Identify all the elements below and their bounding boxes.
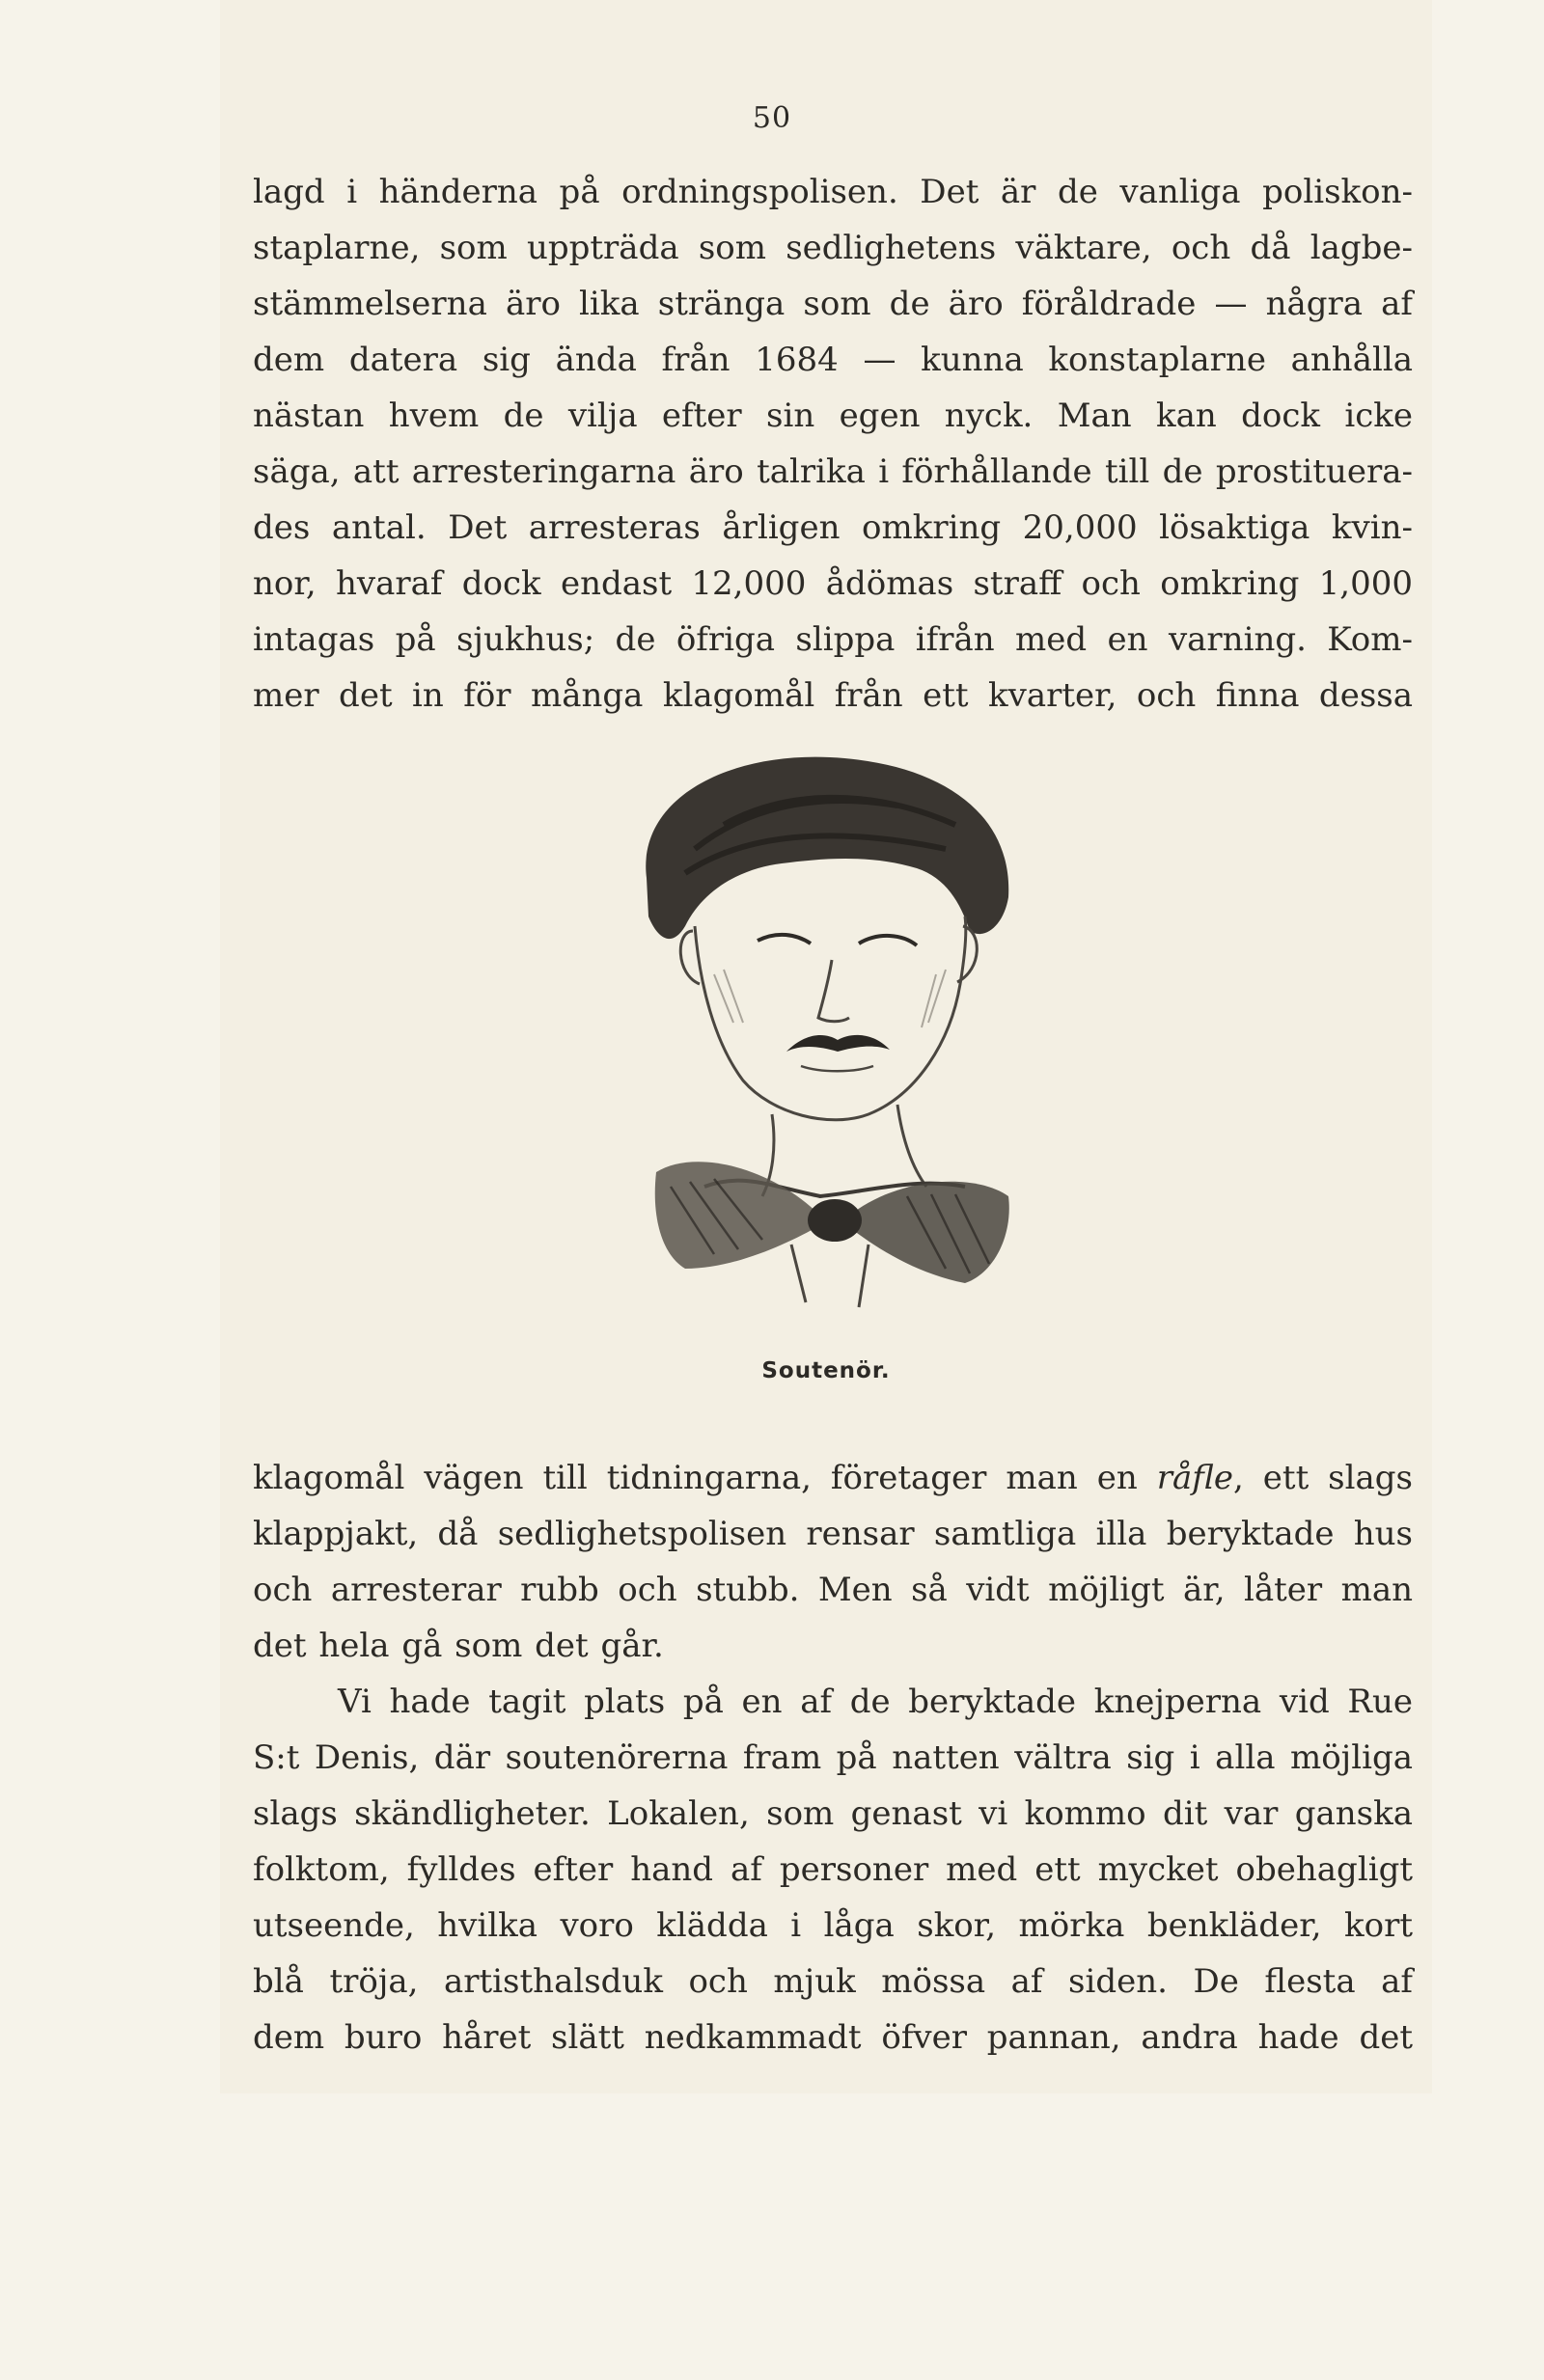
text-line: Vi hade tagit plats på en af de beryktade knejperna vid Rue	[338, 1682, 1413, 1721]
italic-term: råfle	[1156, 1459, 1234, 1497]
text-run: , ett slags	[1233, 1459, 1413, 1497]
text-line: slags skändligheter. Lokalen, som genast vi kommo dit var ganska	[253, 1794, 1413, 1833]
paragraph-2	[253, 1450, 1413, 1674]
text-line: stämmelserna äro lika stränga som de äro föråldrade — några af	[253, 285, 1413, 323]
text-line: lagd i händerna på ordningspolisen. Det är de vanliga poliskon-	[253, 173, 1413, 211]
text-line: säga, att arresteringarna äro talrika i förhållande till de prostituera-	[253, 452, 1413, 491]
paragraph-3	[253, 1674, 1413, 2065]
text-line: klappjakt, då sedlighetspolisen rensar samtliga illa beryktade hus	[253, 1515, 1413, 1553]
text-line: utseende, hvilka voro klädda i låga skor, mörka benkläder, kort	[253, 1906, 1413, 1945]
text-line	[253, 1450, 1413, 1506]
page-number: 50	[752, 101, 792, 135]
text-line: blå tröja, artisthalsduk och mjuk mössa af siden. De flesta af	[253, 1962, 1413, 2001]
text-line: det hela gå som det går.	[253, 1627, 664, 1665]
portrait-illustration	[579, 733, 1100, 1312]
text-line: staplarne, som uppträda som sedlighetens väktare, och då lagbe-	[253, 229, 1413, 267]
text-line: och arresterar rubb och stubb. Men så vidt möjligt är, låter man	[253, 1571, 1413, 1609]
text-line: mer det in för många klagomål från ett kvarter, och finna dessa	[253, 676, 1413, 715]
portrait-sketch	[579, 733, 1100, 1312]
text-line: dem datera sig ända från 1684 — kunna konstaplarne anhålla	[253, 341, 1413, 379]
paragraph-1	[253, 164, 1413, 724]
text-run: klagomål vägen till tidningarna, företager man en	[253, 1459, 1157, 1497]
text-line: intagas på sjukhus; de öfriga slippa ifrån med en varning. Kom-	[253, 620, 1413, 659]
text-line: S:t Denis, där soutenörerna fram på natten vältra sig i alla möjliga	[253, 1738, 1413, 1777]
illustration-caption: Soutenör.	[761, 1358, 891, 1383]
text-line: folktom, fylldes efter hand af personer med ett mycket obehagligt	[253, 1850, 1413, 1889]
text-line: des antal. Det arresteras årligen omkring 20,000 lösaktiga kvin-	[253, 508, 1413, 547]
text-line: dem buro håret slätt nedkammadt öfver pannan, andra hade det	[253, 2018, 1413, 2057]
text-line: nor, hvaraf dock endast 12,000 ådömas straff och omkring 1,000	[253, 564, 1413, 603]
text-line: nästan hvem de vilja efter sin egen nyck. Man kan dock icke	[253, 397, 1413, 435]
